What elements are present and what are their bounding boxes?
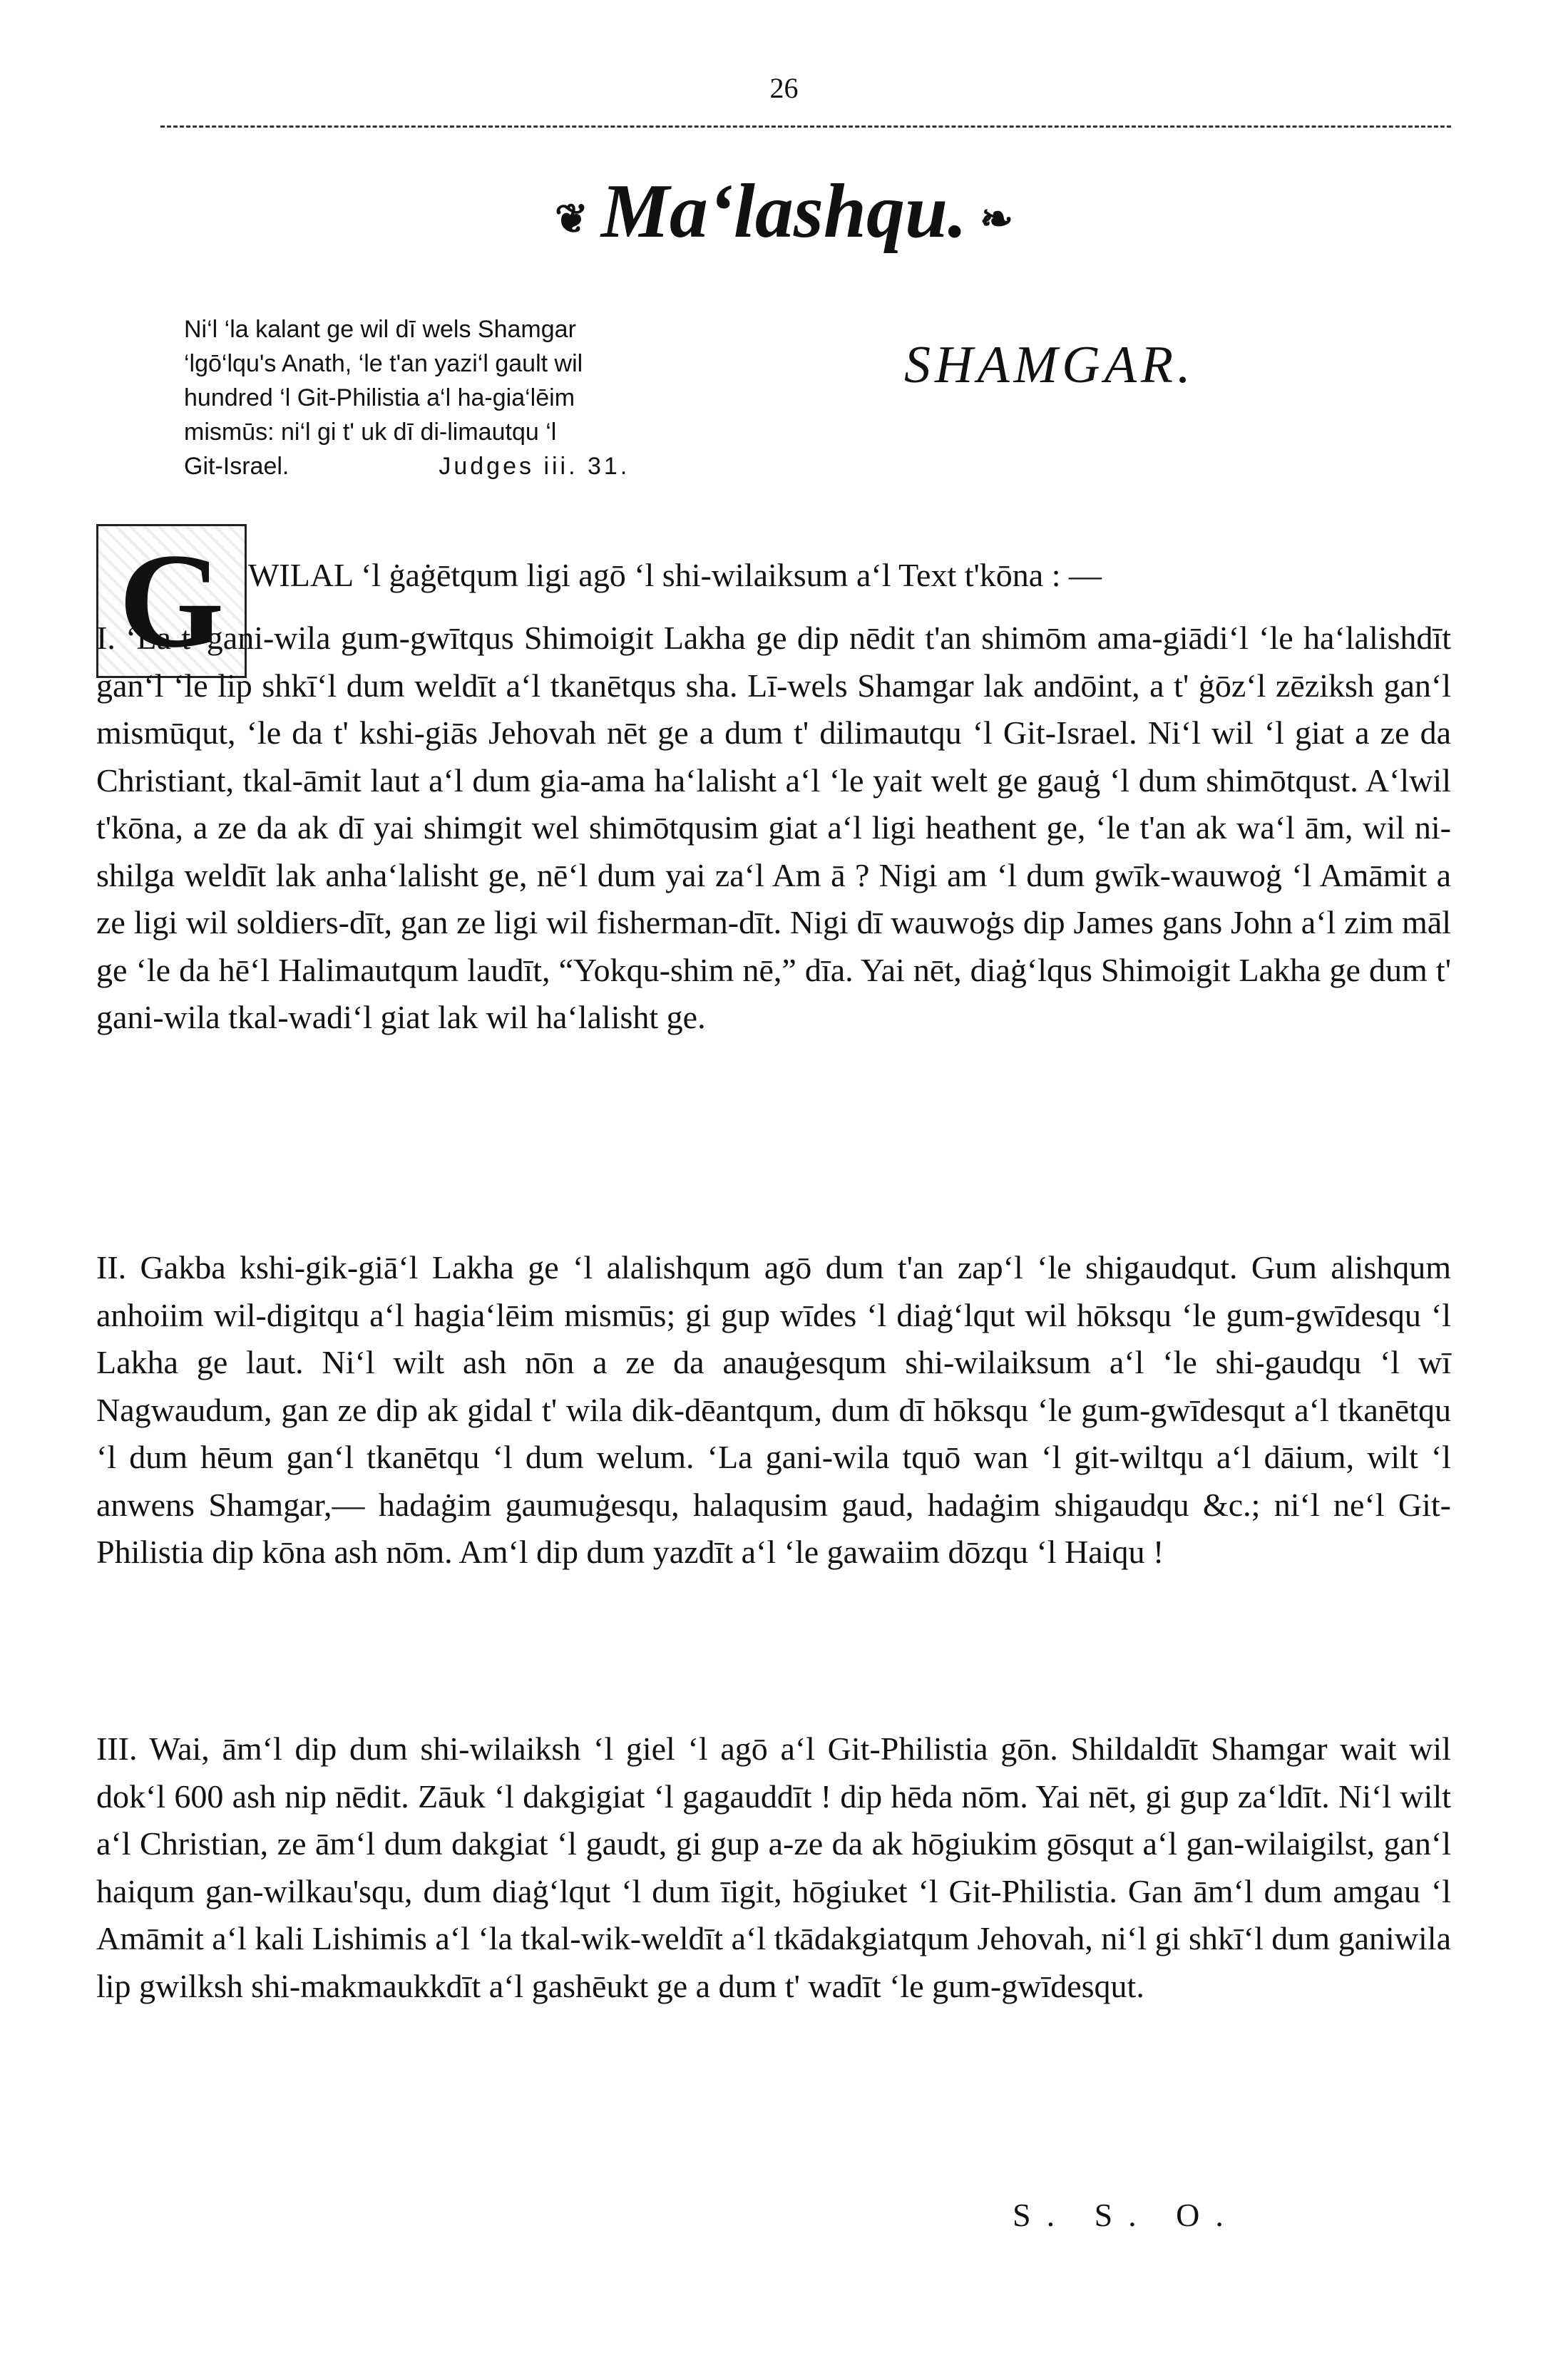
epigraph-line: Git-Israel. (184, 453, 289, 480)
page-number: 26 (769, 72, 799, 104)
subject-title: SHAMGAR. (904, 336, 1195, 394)
epigraph-reference: Judges iii. 31. (439, 453, 630, 480)
epigraph-line: hundred ‘l Git-Philistia a‘l ha-gia‘lēim (184, 384, 575, 411)
drop-cap-initial: G (96, 524, 247, 678)
paragraph-one: I. ‘La t' gani-wila gum-gwītqus Shimoigit Lakha ge dip nēdit t'an shimōm ama-giādi‘l ‘le ha‘lalishdīt gan‘l ‘le lip shkī‘l dum weldīt a‘l tkanētqus sha. Lī-wels Shamgar lak andōint, a t' ġōz‘l zēziksh gan‘l mismūqut, ‘le da t' kshi-giās Jehovah nēt ge a dum t' dilimautqu ‘l Git-Israel. Ni‘l wil ‘l giat a ze da Christiant, tkal-āmit laut a‘l dum gia-ama ha‘lalisht a‘l ‘le yait welt ge gauġ ‘l dum shimōtqust. A‘lwil t'kōna, a ze da ak dī yai shimgit wel shimōtqusim giat a‘l ligi heathent ge, ‘le t'an ak wa‘l ām, wil ni-shilga weldīt lak anha‘lalisht ge, nē‘l dum yai za‘l Am ā ? Nigi am ‘l dum gwīk-wauwoġ ‘l Amāmit a ze ligi wil soldiers-dīt, gan ze ligi wil fisherman-dīt. Nigi dī wauwoġs dip James gans John a‘l zim māl ge ‘le da hē‘l Halimautqum laudīt, “Yokqu-shim nē,” dīa. Yai nēt, diaġ‘lqus Shimoigit Lakha ge dum t' gani-wila tkal-wadi‘l giat lak wil ha‘lalisht ge. (96, 620, 1451, 1035)
intro-line: WILAL ‘l ġaġētqum ligi agō ‘l shi-wilaiksum a‘l Text t'kōna : — (248, 557, 1102, 593)
epigraph-line: mismūs: ni‘l gi t' uk dī di-limautqu ‘l (184, 419, 557, 446)
paragraph-three: III. Wai, ām‘l dip dum shi-wilaiksh ‘l giel ‘l agō a‘l Git-Philistia gōn. Shildaldīt Shamgar wait wil dok‘l 600 ash nip nēdit. Zāuk ‘l dakgigiat ‘l gagauddīt ! dip hēda nōm. Yai nēt, gi gup za‘ldīt. Ni‘l wilt a‘l Christian, ze ām‘l dum dakgiat ‘l gaudt, gi gup a-ze da ak hōgiukim gōsqut a‘l gan-wilaigilst, gan‘l haiqum gan-wilkau'squ, dum diaġ‘lqut ‘l dum īigit, hōgiuket ‘l Git-Philistia. Gan ām‘l dum amgau ‘l Amāmit a‘l kali Lishimis a‘l ‘la tkal-wik-weldīt a‘l tkādakgiatqum Jehovah, ni‘l gi shkī‘l dum ganiwila lip gwilksh shi-makmaukkdīt a‘l gashēukt ge a dum t' wadīt ‘le gum-gwīdesqut. (96, 1730, 1451, 2004)
epigraph (184, 312, 811, 483)
heading-text: Ma‘lashqu. (600, 169, 968, 254)
left-ornament-icon: ❦ (554, 197, 588, 242)
epigraph-last-line (184, 449, 811, 483)
epigraph-line: ‘lgō‘lqu's Anath, ‘le t'an yazi‘l gault wil (184, 350, 583, 377)
page-heading (0, 168, 1568, 256)
paragraph-two: II. Gakba kshi-gik-giā‘l Lakha ge ‘l alalishqum agō dum t'an zap‘l ‘le shigaudqut. Gum alishqum anhoiim wil-digitqu a‘l hagia‘lēim mismūs; gi gup wīdes ‘l diaġ‘lqut wil hōksqu ‘le gum-gwīdesqu ‘l Lakha ge laut. Ni‘l wilt ash nōn a ze da anauġesqum shi-wilaiksum a‘l ‘le shi-gaudqu ‘l wī Nagwaudum, gan ze dip ak gidal t' wila dik-dēantqum, dum dī hōksqu ‘le gum-gwīdesqut a‘l tkanētqu ‘l dum hēum gan‘l tkanētqu ‘l dum welum. ‘La gani-wila tquō wan ‘l git-wiltqu a‘l dāium, wilt ‘l anwens Shamgar,— hadaġim gaumuġesqu, halaqusim gaud, hadaġim shigaudqu &c.; ni‘l ne‘l Git-Philistia dip kōna ash nōm. Am‘l dip dum yazdīt a‘l ‘le gawaiim dōzqu ‘l Haiqu ! (96, 1249, 1451, 1570)
header-rule (160, 125, 1451, 128)
epigraph-line: Ni‘l ‘la kalant ge wil dī wels Shamgar (184, 316, 576, 343)
right-ornament-icon: ❧ (980, 197, 1013, 242)
signature-initials: S. S. O. (1013, 2197, 1239, 2233)
